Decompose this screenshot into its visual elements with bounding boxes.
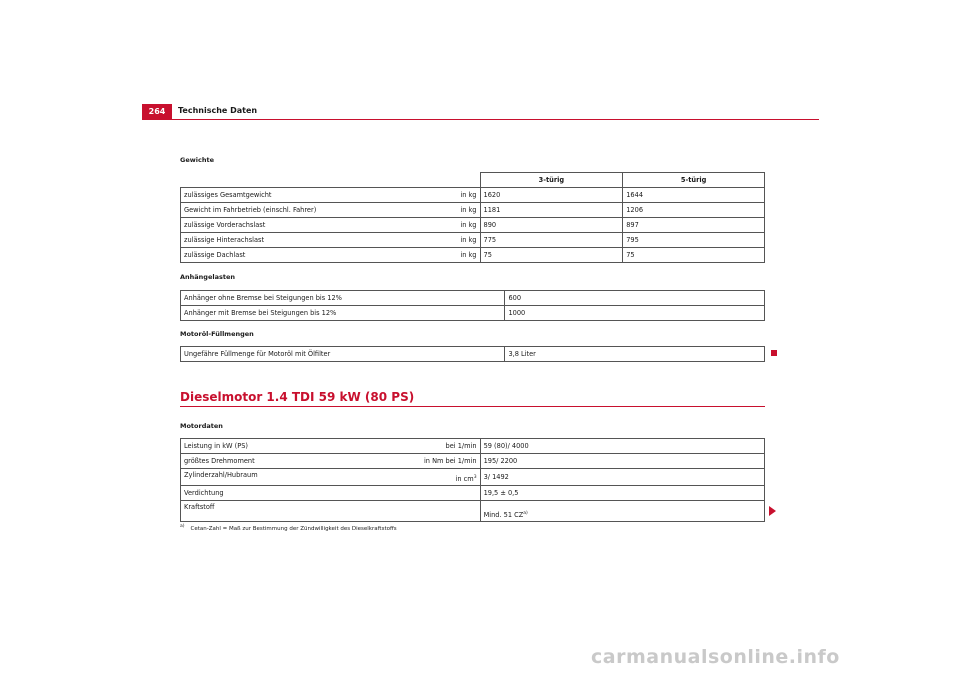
row-unit: in kg bbox=[380, 248, 480, 263]
table-row bbox=[181, 439, 765, 454]
col-header-5door: 5-türig bbox=[623, 173, 765, 188]
footnote bbox=[180, 524, 397, 532]
table-row bbox=[181, 291, 765, 306]
row-label: Zylinderzahl/Hubraum bbox=[181, 469, 381, 486]
row-value: 19,5 ± 0,5 bbox=[480, 486, 764, 501]
row-label: Verdichtung bbox=[181, 486, 381, 501]
section-end-marker bbox=[771, 350, 777, 356]
row-unit: in kg bbox=[380, 218, 480, 233]
row-value-5door: 1206 bbox=[623, 203, 765, 218]
row-value-3door: 775 bbox=[480, 233, 623, 248]
row-value: 195/ 2200 bbox=[480, 454, 764, 469]
row-value-3door: 1620 bbox=[480, 188, 623, 203]
row-label: zulässiges Gesamtgewicht bbox=[181, 188, 381, 203]
continue-arrow-icon bbox=[769, 506, 776, 516]
row-label: Anhänger mit Bremse bei Steigungen bis 12% bbox=[181, 306, 505, 321]
row-label: Ungefähre Füllmenge für Motoröl mit Ölfilter bbox=[181, 347, 505, 362]
col-header-3door: 3-türig bbox=[480, 173, 623, 188]
trailer-loads-table bbox=[180, 290, 765, 321]
table-row bbox=[181, 454, 765, 469]
row-unit: in kg bbox=[380, 188, 480, 203]
footnote-text: Cetan-Zahl = Maß zur Bestimmung der Zündwilligkeit des Dieselkraftstoffs bbox=[190, 525, 397, 532]
table-row bbox=[181, 203, 765, 218]
row-value: 3/ 1492 bbox=[480, 469, 764, 486]
footnote-mark: a) bbox=[180, 524, 185, 529]
row-label: Leistung in kW (PS) bbox=[181, 439, 381, 454]
table-row bbox=[181, 347, 765, 362]
row-value-5door: 75 bbox=[623, 248, 765, 263]
row-value bbox=[480, 501, 764, 522]
row-label: zulässige Dachlast bbox=[181, 248, 381, 263]
row-value-5door: 897 bbox=[623, 218, 765, 233]
page-title: Technische Daten bbox=[178, 106, 258, 115]
row-unit: in kg bbox=[380, 233, 480, 248]
row-value: 59 (80)/ 4000 bbox=[480, 439, 764, 454]
header-rule bbox=[142, 119, 819, 120]
watermark: carmanualsonline.info bbox=[591, 646, 840, 668]
engine-section-title: Dieselmotor 1.4 TDI 59 kW (80 PS) bbox=[180, 390, 415, 404]
weights-table bbox=[180, 172, 765, 263]
table-row bbox=[181, 233, 765, 248]
row-unit bbox=[380, 486, 480, 501]
row-unit: bei 1/min bbox=[380, 439, 480, 454]
unit-text: in cm bbox=[455, 475, 474, 483]
table-row bbox=[181, 218, 765, 233]
row-value-5door: 795 bbox=[623, 233, 765, 248]
table-row bbox=[181, 248, 765, 263]
table-row bbox=[181, 188, 765, 203]
page-number: 264 bbox=[142, 104, 172, 119]
row-label: zulässige Hinterachslast bbox=[181, 233, 381, 248]
row-label: größtes Drehmoment bbox=[181, 454, 381, 469]
row-unit: in kg bbox=[380, 203, 480, 218]
row-value-3door: 75 bbox=[480, 248, 623, 263]
section-heading-motoroel: Motoröl-Füllmengen bbox=[180, 330, 254, 338]
section-heading-motordaten: Motordaten bbox=[180, 422, 223, 430]
row-value: 600 bbox=[505, 291, 765, 306]
oil-capacity-table bbox=[180, 346, 765, 362]
table-row bbox=[181, 469, 765, 486]
row-value: 1000 bbox=[505, 306, 765, 321]
row-label: Kraftstoff bbox=[181, 501, 381, 522]
row-value-3door: 1181 bbox=[480, 203, 623, 218]
row-label: Gewicht im Fahrbetrieb (einschl. Fahrer) bbox=[181, 203, 381, 218]
row-label: zulässige Vorderachslast bbox=[181, 218, 381, 233]
row-value-5door: 1644 bbox=[623, 188, 765, 203]
row-label: Anhänger ohne Bremse bei Steigungen bis 12% bbox=[181, 291, 505, 306]
table-row bbox=[181, 486, 765, 501]
row-value-3door: 890 bbox=[480, 218, 623, 233]
weights-header-empty bbox=[181, 173, 481, 188]
row-value: 3,8 Liter bbox=[505, 347, 765, 362]
unit-superscript: 3 bbox=[473, 474, 477, 480]
row-unit: in Nm bei 1/min bbox=[380, 454, 480, 469]
section-heading-gewichte: Gewichte bbox=[180, 156, 214, 164]
value-text: Mind. 51 CZ bbox=[483, 511, 524, 519]
footnote-ref: a) bbox=[523, 510, 528, 516]
row-unit bbox=[380, 469, 480, 486]
row-unit bbox=[380, 501, 480, 522]
table-row bbox=[181, 501, 765, 522]
engine-data-table bbox=[180, 438, 765, 522]
section-heading-anhaengelasten: Anhängelasten bbox=[180, 273, 235, 281]
table-row bbox=[181, 306, 765, 321]
title-rule bbox=[180, 406, 765, 407]
